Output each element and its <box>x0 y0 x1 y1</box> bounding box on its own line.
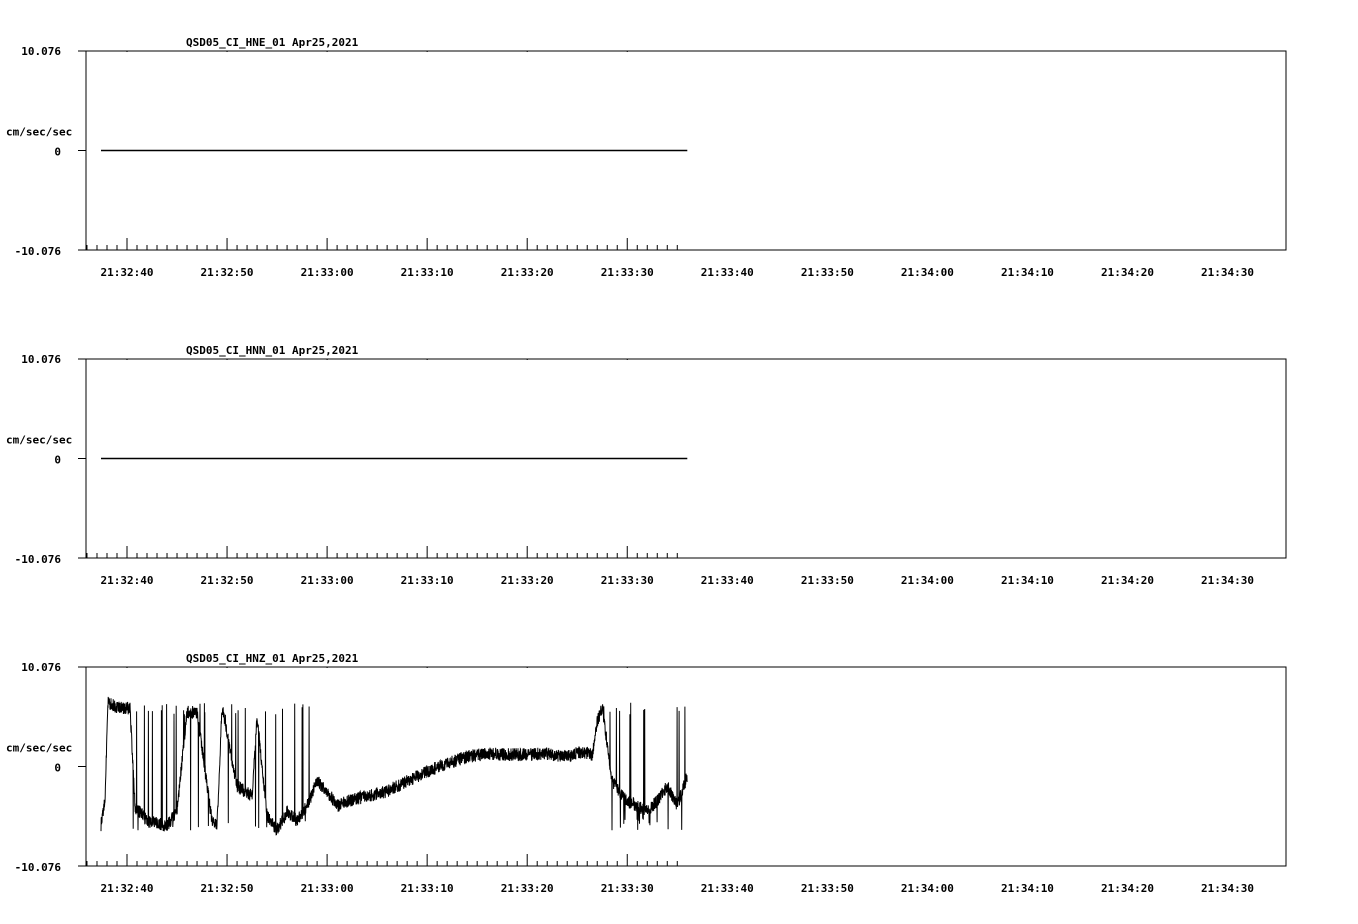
x-tick-label: 21:32:50 <box>200 266 254 279</box>
x-tick-label: 21:33:50 <box>800 574 854 587</box>
panel-hnz <box>6 652 1286 895</box>
panel-hne <box>6 36 1286 279</box>
x-tick-label: 21:32:40 <box>100 266 154 279</box>
x-tick-label: 21:33:30 <box>600 266 654 279</box>
x-tick-label: 21:33:00 <box>300 266 354 279</box>
x-tick-label: 21:33:30 <box>600 882 654 895</box>
x-tick-label: 21:34:10 <box>1000 574 1054 587</box>
x-tick-label: 21:33:00 <box>300 882 354 895</box>
x-tick-label: 21:33:20 <box>500 882 554 895</box>
x-tick-label: 21:32:40 <box>100 574 154 587</box>
x-tick-label: 21:34:20 <box>1101 882 1154 895</box>
x-tick-label: 21:33:40 <box>700 882 754 895</box>
x-tick-label: 21:33:40 <box>700 266 754 279</box>
x-tick-label: 21:34:20 <box>1101 266 1154 279</box>
x-tick-label: 21:33:50 <box>800 882 854 895</box>
y-tick-zero: 0 <box>54 453 61 467</box>
x-tick-label: 21:34:00 <box>900 882 954 895</box>
x-tick-label: 21:34:20 <box>1101 574 1154 587</box>
x-tick-label: 21:32:50 <box>200 574 254 587</box>
x-tick-label: 21:33:10 <box>400 574 454 587</box>
x-tick-label: 21:33:40 <box>700 574 754 587</box>
ylabel: cm/sec/sec <box>6 433 73 447</box>
x-tick-label: 21:34:30 <box>1201 266 1255 279</box>
y-tick-top: 10.076 <box>21 353 61 366</box>
x-tick-label: 21:33:00 <box>300 574 354 587</box>
x-tick-label: 21:34:00 <box>900 266 954 279</box>
x-tick-label: 21:34:10 <box>1000 882 1054 895</box>
panel-title: QSD05_CI_HNZ_01 Apr25,2021 <box>186 652 359 665</box>
panel-title: QSD05_CI_HNN_01 Apr25,2021 <box>186 344 359 357</box>
y-tick-bottom: -10.076 <box>14 861 61 874</box>
x-tick-label: 21:33:20 <box>500 574 554 587</box>
x-tick-label: 21:32:50 <box>200 882 254 895</box>
ylabel: cm/sec/sec <box>6 125 73 139</box>
y-tick-top: 10.076 <box>21 661 61 674</box>
x-tick-label: 21:34:30 <box>1201 882 1255 895</box>
x-tick-label: 21:33:10 <box>400 882 454 895</box>
panel-hnn <box>6 344 1286 587</box>
ylabel: cm/sec/sec <box>6 741 73 755</box>
x-tick-label: 21:34:30 <box>1201 574 1255 587</box>
panel-title: QSD05_CI_HNE_01 Apr25,2021 <box>186 36 359 49</box>
x-tick-label: 21:34:00 <box>900 574 954 587</box>
x-tick-label: 21:33:10 <box>400 266 454 279</box>
x-tick-label: 21:33:30 <box>600 574 654 587</box>
x-tick-label: 21:34:10 <box>1000 266 1054 279</box>
y-tick-bottom: -10.076 <box>14 245 61 258</box>
y-tick-top: 10.076 <box>21 45 61 58</box>
x-tick-label: 21:32:40 <box>100 882 154 895</box>
x-tick-label: 21:33:20 <box>500 266 554 279</box>
x-tick-label: 21:33:50 <box>800 266 854 279</box>
y-tick-bottom: -10.076 <box>14 553 61 566</box>
trace-line <box>101 697 687 835</box>
y-tick-zero: 0 <box>54 145 61 159</box>
y-tick-zero: 0 <box>54 761 61 775</box>
